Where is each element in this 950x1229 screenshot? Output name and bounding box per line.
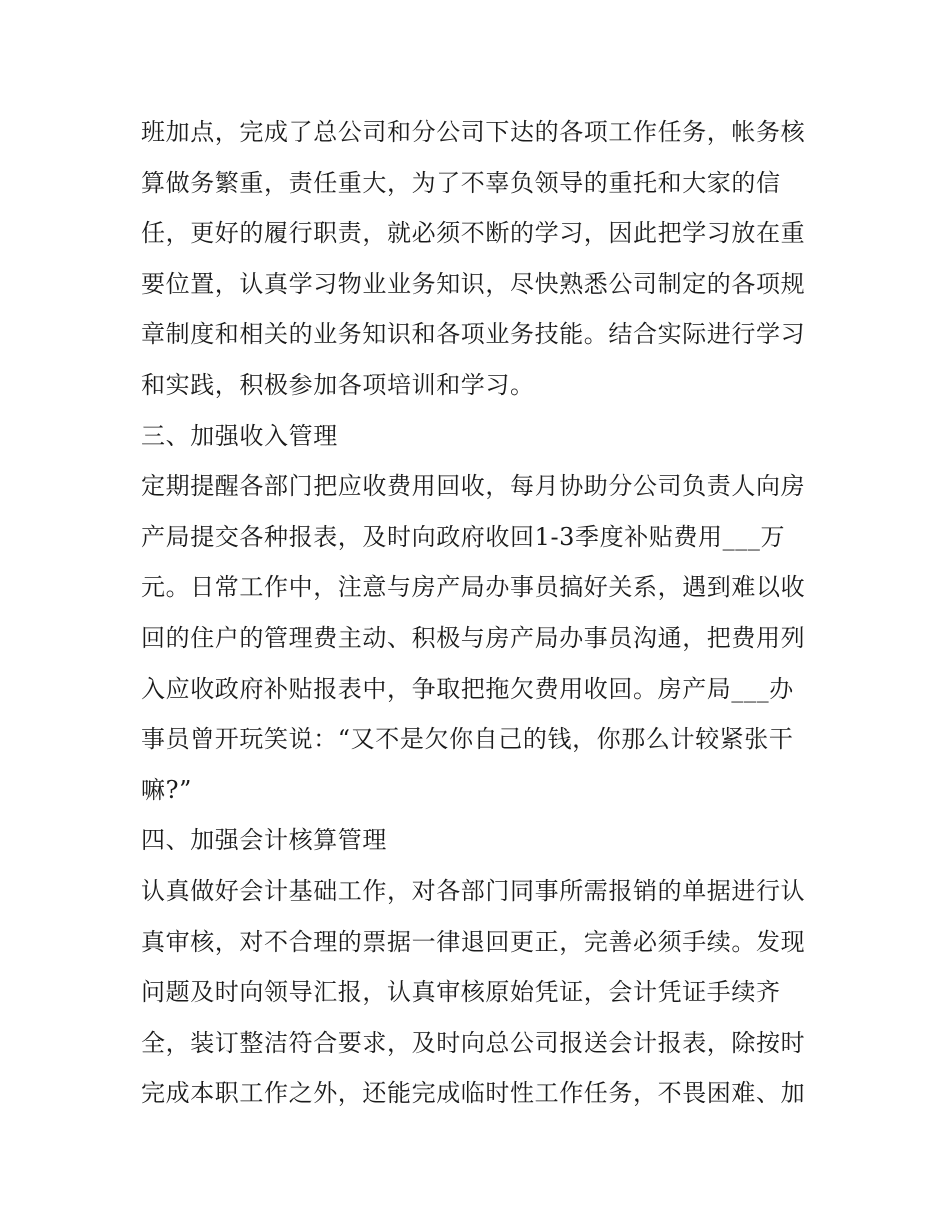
text-line: 班加点，完成了总公司和分公司下达的各项工作任务，帐务核 <box>141 118 806 146</box>
document-body <box>141 107 816 1119</box>
text-line: 定期提醒各部门把应收费用回收，每月协助分公司负责人向房 <box>141 472 806 501</box>
text-line: 算做务繁重，责任重大，为了不辜负领导的重托和大家的信 <box>141 168 781 197</box>
text-line: 和实践，积极参加各项培训和学习。 <box>141 370 535 399</box>
section-heading-accounting: 四、加强会计核算管理 <box>141 826 387 855</box>
section-heading-income: 三、加强收入管理 <box>141 421 338 450</box>
text-line: 嘛?” <box>141 775 192 804</box>
text-line: 完成本职工作之外，还能完成临时性工作任务，不畏困难、加 <box>141 1079 806 1108</box>
text-line: 事员曾开玩笑说：“又不是欠你自己的钱，你那么计较紧张干 <box>141 725 794 754</box>
text-line: 元。日常工作中，注意与房产局办事员搞好关系，遇到难以收 <box>141 573 806 602</box>
text-line: 回的住户的管理费主动、积极与房产局办事员沟通，把费用列 <box>141 623 806 652</box>
text-line: 要位置，认真学习物业业务知识，尽快熟悉公司制定的各项规 <box>141 269 806 298</box>
text-line: 产局提交各种报表，及时向政府收回1-3季度补贴费用___万 <box>141 522 786 551</box>
text-line: 认真做好会计基础工作，对各部门同事所需报销的单据进行认 <box>141 876 806 905</box>
text-line: 真审核，对不合理的票据一律退回更正，完善必须手续。发现 <box>141 927 806 956</box>
text-line: 全，装订整洁符合要求，及时向总公司报送会计报表，除按时 <box>141 1028 806 1057</box>
text-line: 章制度和相关的业务知识和各项业务技能。结合实际进行学习 <box>141 320 806 349</box>
text-line: 入应收政府补贴报表中，争取把拖欠费用收回。房产局___办 <box>141 674 794 703</box>
text-line: 问题及时向领导汇报，认真审核原始凭证，会计凭证手续齐 <box>141 978 781 1007</box>
text-line: 任，更好的履行职责，就必须不断的学习，因此把学习放在重 <box>141 219 806 248</box>
